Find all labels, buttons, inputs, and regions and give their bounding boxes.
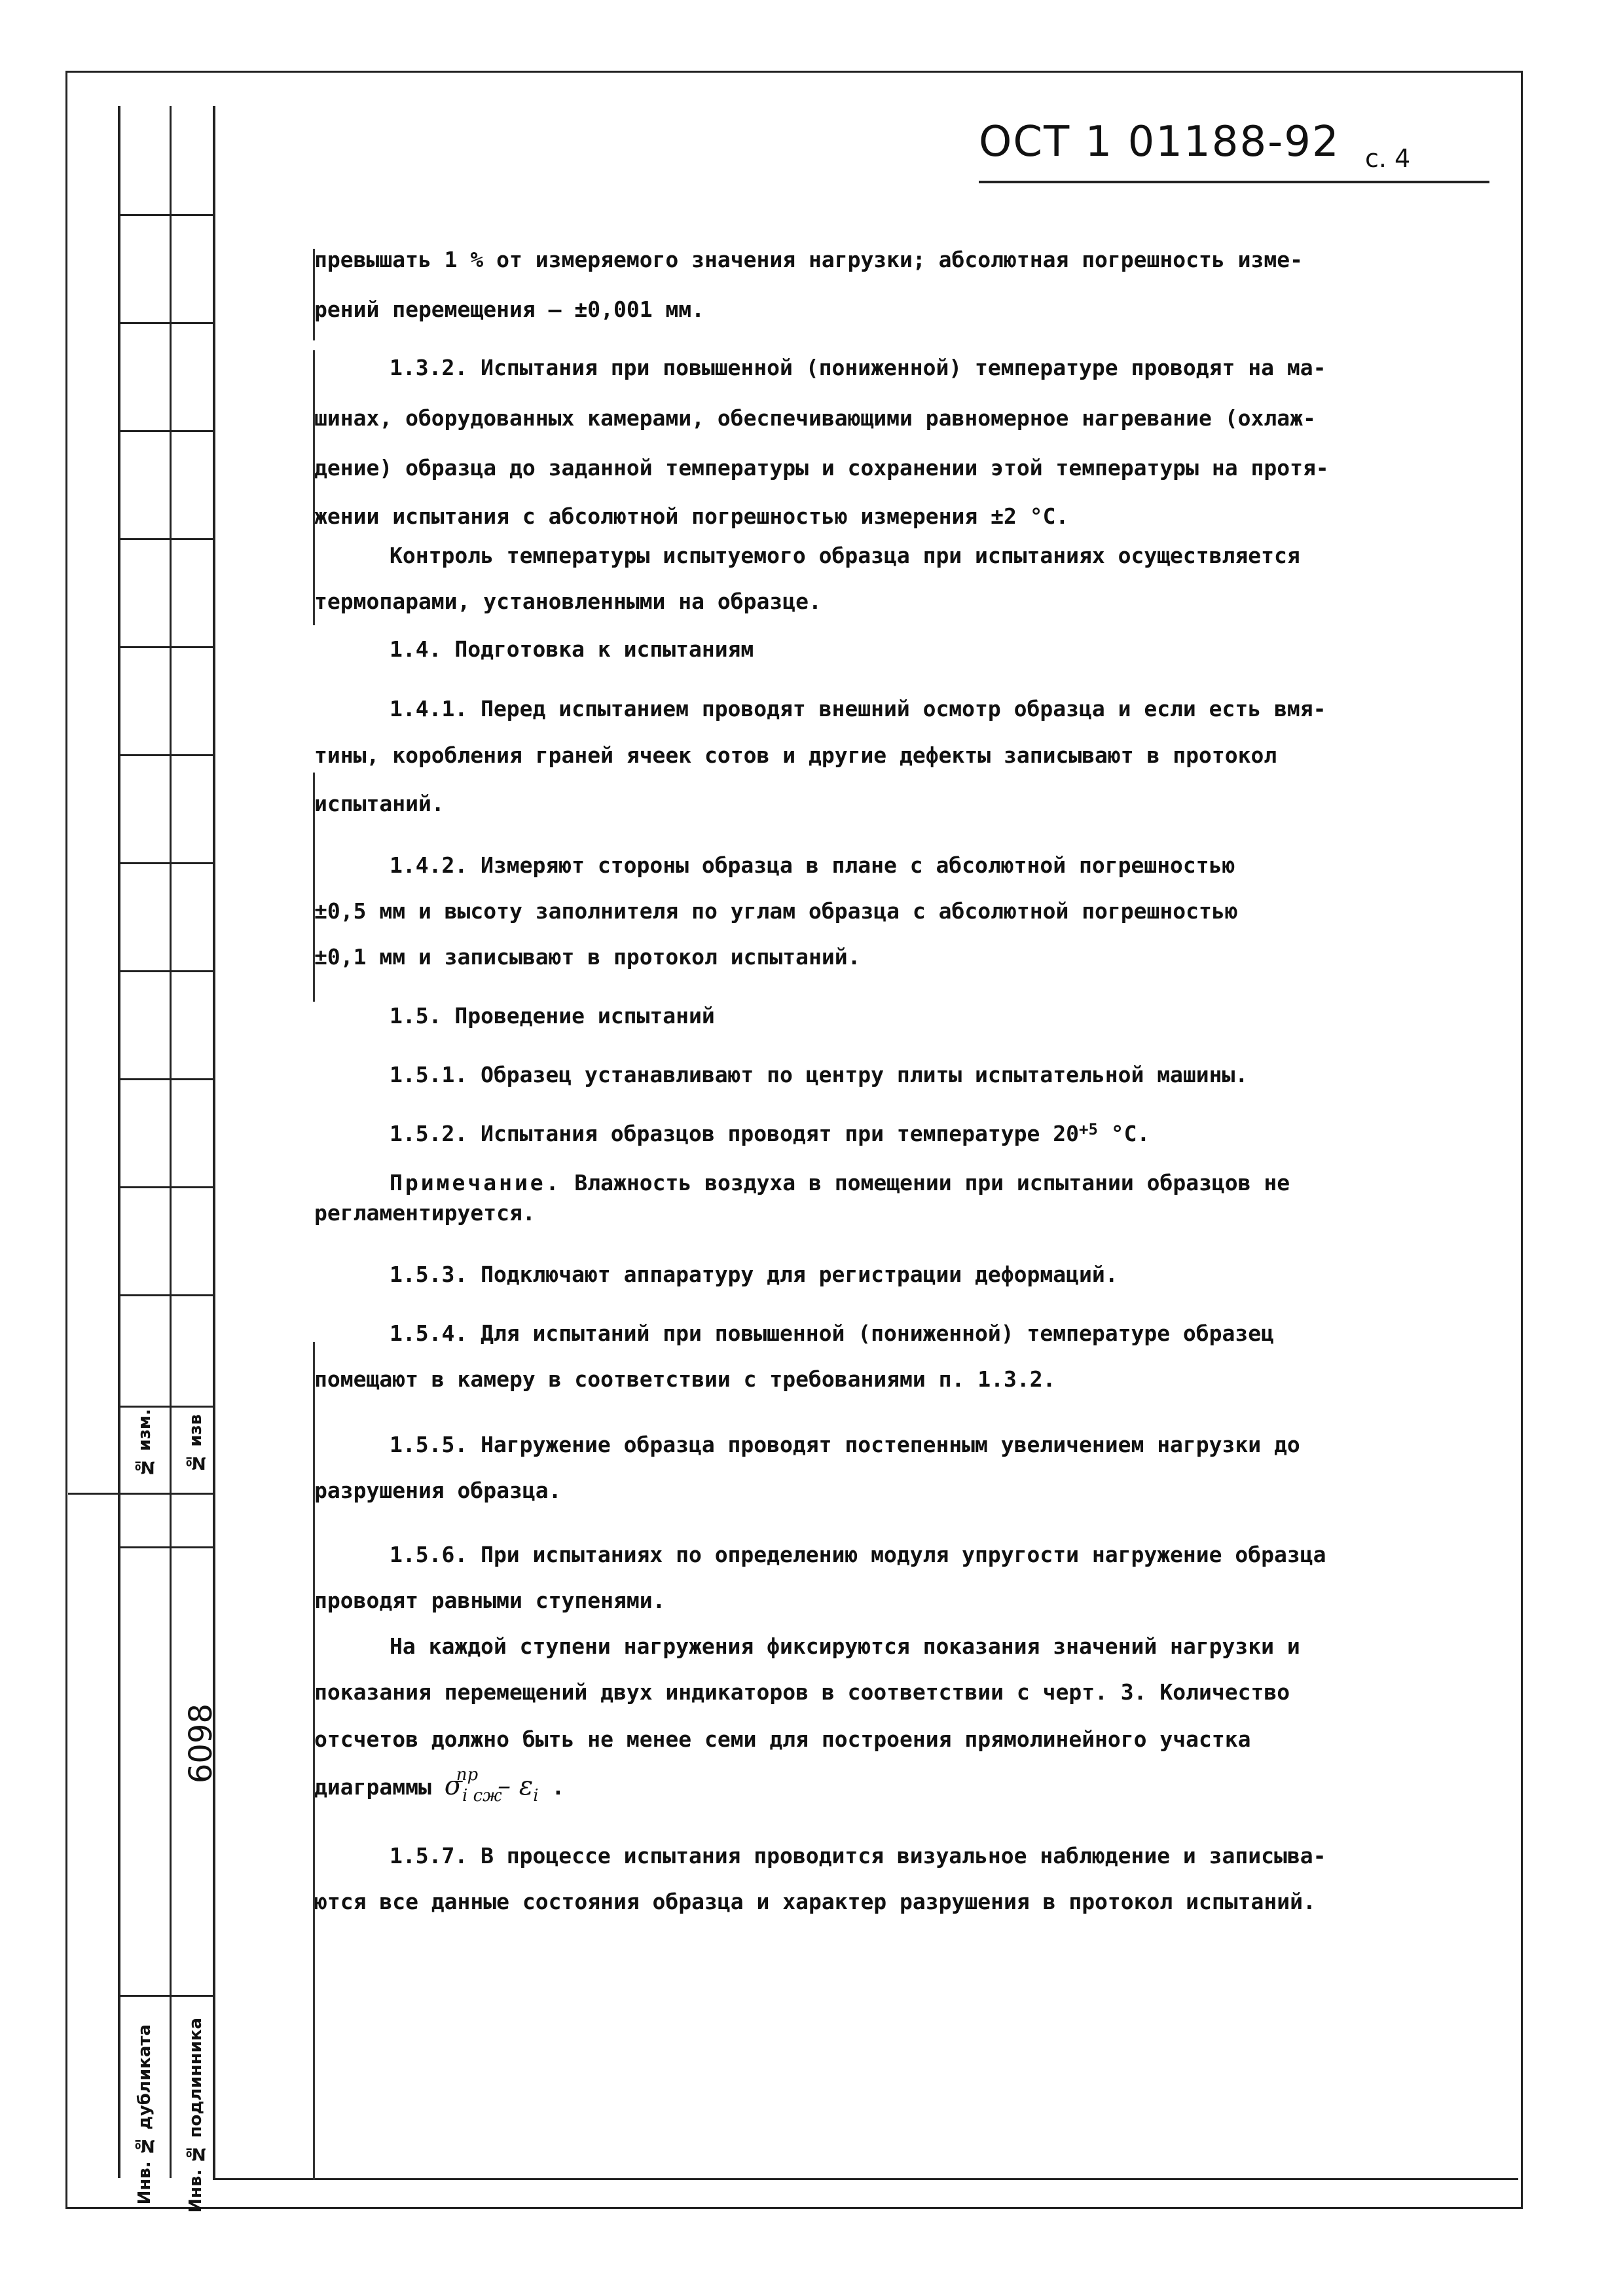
sidebar-cell-line [120,754,215,756]
sidebar-cell-line [68,1493,120,1495]
sidebar-cell-line [120,1078,215,1080]
body-line: превышать 1 % от измеряемого значения нагрузки; абсолютная погрешность изме- [314,247,1303,272]
duplicate-inventory-label: Инв. № дубликата [135,2024,155,2205]
body-line: ±0,5 мм и высоту заполнителя по углам образца с абсолютной погрешностью [314,898,1238,924]
body-text: °С. [1097,1121,1150,1146]
body-line: Контроль температуры испытуемого образца при испытаниях осуществляется [390,543,1300,568]
body-line: дение) образца до заданной температуры и сохранении этой температуры на протя- [314,455,1329,481]
body-line: ются все данные состояния образца и характер разрушения в протокол испытаний. [314,1889,1316,1914]
body-line: 1.4.2. Измеряют стороны образца в плане с абсолютной погрешностью [390,852,1235,878]
change-number-label: № изм. [135,1409,155,1477]
body-line: помещают в камеру в соответствии с требованиями п. 1.3.2. [314,1366,1056,1392]
notice-number-label: № изв [186,1414,206,1472]
sidebar-cell-line [120,1493,215,1495]
sidebar-cell-line [120,322,215,324]
body-line: 1.3.2. Испытания при повышенной (пониженной) температуре проводят на ма- [390,355,1326,380]
sidebar-cell-line [120,1294,215,1296]
sidebar-cell-line [120,1995,215,1997]
body-line: 1.5.3. Подключают аппаратуру для регистрации деформаций. [390,1262,1118,1287]
body-line: показания перемещений двух индикаторов в соответствии с черт. 3. Количество [314,1679,1290,1705]
page-number: с. 4 [1365,144,1411,173]
body-text: диаграммы [314,1774,431,1800]
body-line: испытаний. [314,791,445,816]
body-line [390,1120,1150,1146]
sidebar-cell-line [120,646,215,648]
sidebar-cell-line [120,1546,215,1548]
strain-symbol: – ε [498,1771,534,1801]
body-line: регламентируется. [314,1200,536,1226]
stress-superscript: пр [456,1765,479,1785]
sidebar-cell-line [120,538,215,540]
body-line: тины, коробления граней ячеек сотов и другие дефекты записывают в протокол [314,742,1277,768]
note-label: Примечание. [390,1170,562,1195]
body-line: жении испытания с абсолютной погрешностью измерения ±2 °С. [314,503,1069,529]
revision-sidebar [118,106,219,2213]
stress-symbol: σ [444,1771,462,1801]
body-line: 1.5.5. Нагружение образца проводят постепенным увеличением нагрузки до [390,1432,1300,1457]
margin-mark [313,350,315,625]
document-id: ОСТ 1 01188-92 [979,118,1340,166]
tolerance-superscript: +5 [1079,1120,1098,1139]
sidebar-divider [170,106,172,2178]
body-text: Влажность воздуха в помещении при испытании образцов не [561,1170,1290,1195]
body-text: . [538,1774,565,1800]
document-header [979,118,1503,190]
strain-subscript: i [533,1786,539,1806]
body-line: шинах, оборудованных камерами, обеспечивающими равномерное нагревание (охлаж- [314,405,1316,431]
body-line: 1.5.4. Для испытаний при повышенной (пониженной) температуре образец [390,1321,1275,1346]
body-line: рений перемещения – ±0,001 мм. [314,297,705,322]
formula-line [314,1765,565,1806]
sidebar-cell-line [120,970,215,972]
original-inventory-value: 6098 [183,1704,219,1784]
sidebar-cell-line [120,1186,215,1188]
body-line: 1.4.1. Перед испытанием проводят внешний осмотр образца и если есть вмя- [390,696,1326,721]
body-line: 1.5.7. В процессе испытания проводится визуальное наблюдение и записыва- [390,1843,1326,1868]
body-line: 1.5.6. При испытаниях по определению модуля упругости нагружение образца [390,1542,1326,1567]
body-line: проводят равными ступенями. [314,1588,666,1613]
body-line: ±0,1 мм и записывают в протокол испытаний. [314,944,861,970]
section-heading: 1.4. Подготовка к испытаниям [390,636,754,662]
note-line [390,1172,1290,1194]
margin-mark [313,1342,315,2180]
body-line: разрушения образца. [314,1478,562,1503]
sidebar-cell-line [120,214,215,216]
original-inventory-label: Инв. № подлинника [186,2018,206,2213]
section-heading: 1.5. Проведение испытаний [390,1003,715,1029]
body-text: 1.5.2. Испытания образцов проводят при температуре 20 [390,1121,1079,1146]
body-line: термопарами, установленными на образце. [314,589,822,614]
body-line: 1.5.1. Образец устанавливают по центру плиты испытательной машины. [390,1062,1249,1087]
sidebar-cell-line [120,862,215,864]
sidebar-cell-line [120,430,215,432]
header-rule [979,181,1489,183]
body-line: отсчетов должно быть не менее семи для построения прямолинейного участка [314,1726,1251,1752]
sidebar-cell-line [120,1406,215,1408]
stress-subscript: i сж [462,1786,502,1806]
body-line: На каждой ступени нагружения фиксируются показания значений нагрузки и [390,1633,1300,1659]
